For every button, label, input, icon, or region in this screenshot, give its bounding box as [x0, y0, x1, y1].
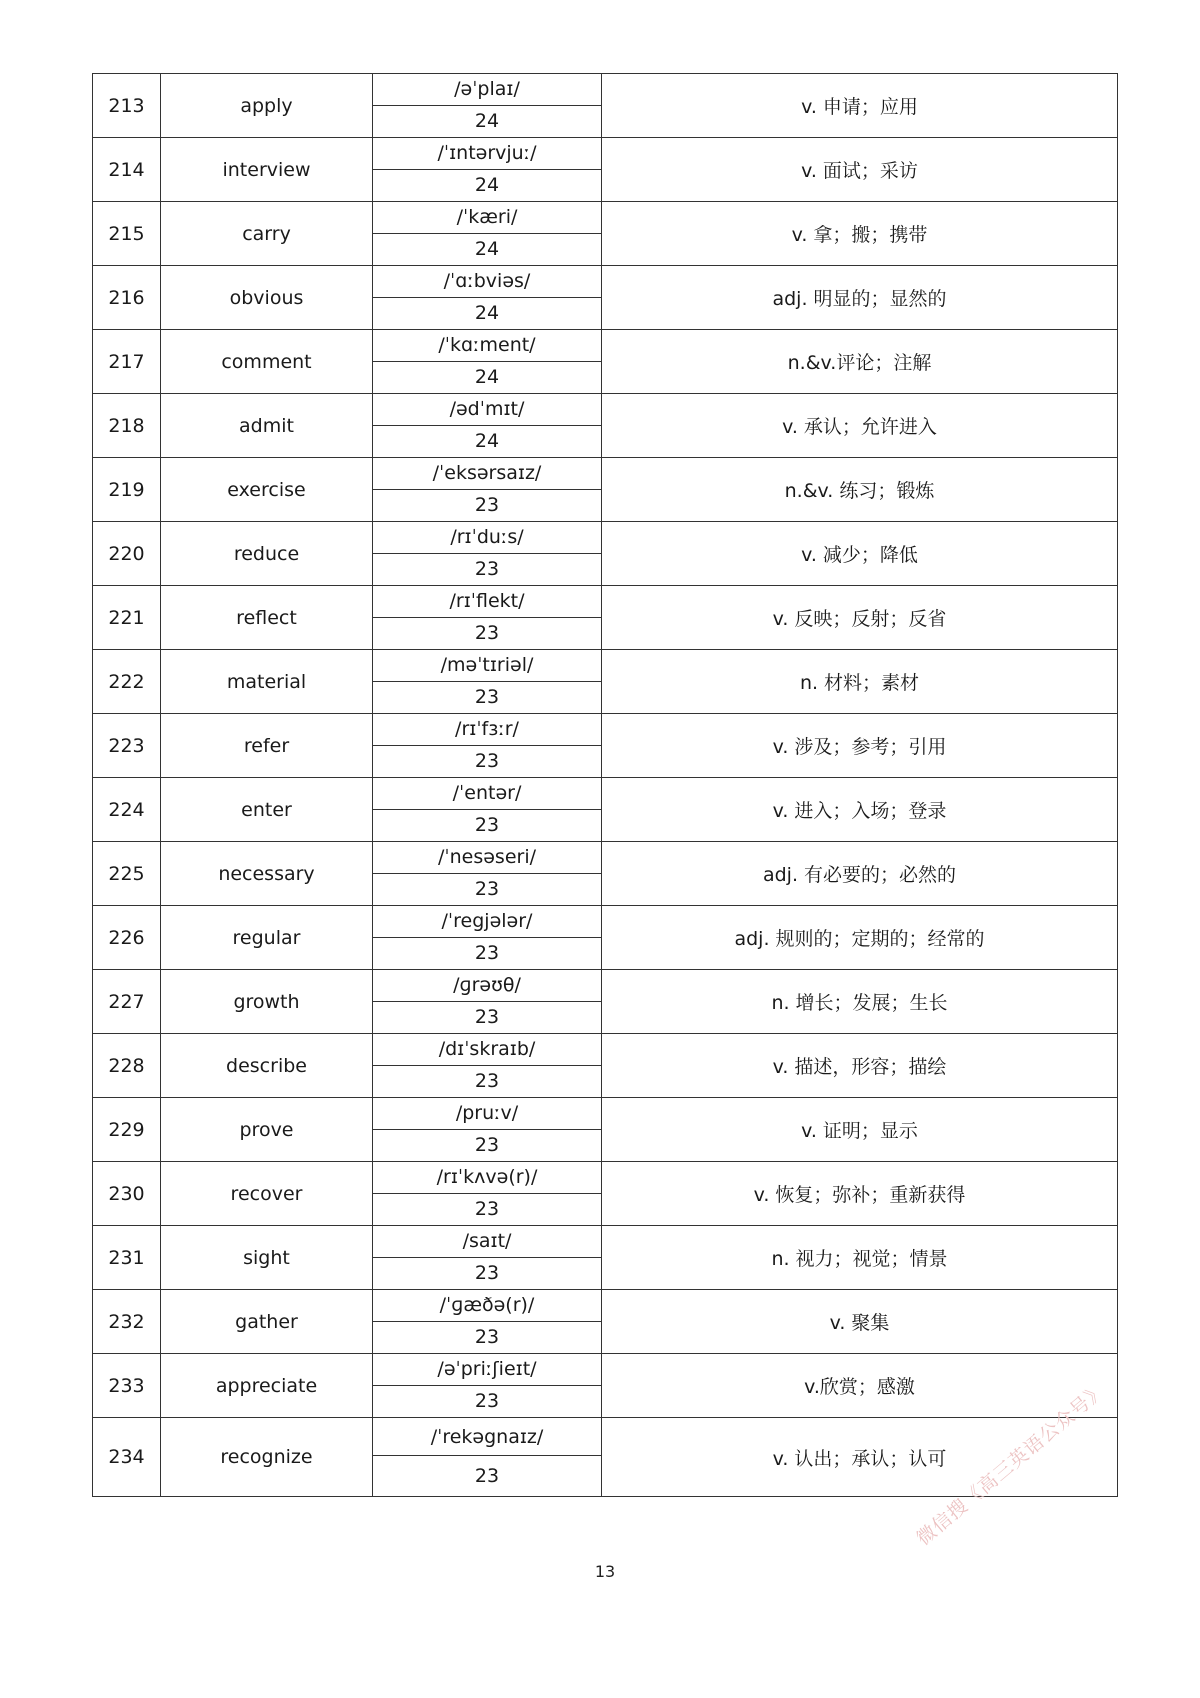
pronunciation-cell: [373, 842, 602, 906]
table-row: [93, 1098, 1118, 1162]
phonetic-transcription: /dɪˈskraɪb/: [373, 1034, 601, 1066]
meaning: v. 进入；入场；登录: [602, 778, 1118, 842]
word-number: 215: [93, 202, 161, 266]
frequency-count: 24: [474, 365, 500, 388]
table-row: [93, 970, 1118, 1034]
word: recognize: [161, 1418, 373, 1497]
meaning: adj. 规则的；定期的；经常的: [602, 906, 1118, 970]
pronunciation-cell: [373, 970, 602, 1034]
frequency-count: 23: [474, 749, 500, 772]
pronunciation-cell: [373, 906, 602, 970]
table-row: [93, 394, 1118, 458]
meaning: v. 拿；搬；携带: [602, 202, 1118, 266]
watermark: 微信搜《高三英语公众号》: [912, 1378, 1111, 1550]
pronunciation-cell: [373, 714, 602, 778]
vocabulary-table: [92, 73, 1118, 1497]
meaning: n. 增长；发展；生长: [602, 970, 1118, 1034]
table-row: [93, 906, 1118, 970]
word-number: 233: [93, 1354, 161, 1418]
word: carry: [161, 202, 373, 266]
pronunciation-cell: [373, 266, 602, 330]
frequency-count: 23: [474, 1465, 500, 1487]
table-row: [93, 1226, 1118, 1290]
phonetic-transcription: /ˈkɑːment/: [373, 330, 601, 362]
table-row: [93, 138, 1118, 202]
word: gather: [161, 1290, 373, 1354]
meaning: v. 聚集: [602, 1290, 1118, 1354]
phonetic-transcription: /ˈkæri/: [373, 202, 601, 234]
word: interview: [161, 138, 373, 202]
frequency-count: 23: [474, 1197, 500, 1220]
frequency-count: 24: [474, 109, 500, 132]
phonetic-transcription: /rɪˈkʌvə(r)/: [373, 1162, 601, 1194]
frequency-count: 23: [474, 1133, 500, 1156]
phonetic-transcription: /məˈtɪriəl/: [373, 650, 601, 682]
phonetic-transcription: /ˈrekəgnaɪz/: [373, 1418, 601, 1456]
frequency-count: 23: [474, 1325, 500, 1348]
pronunciation-cell: [373, 1354, 602, 1418]
meaning: v. 申请；应用: [602, 74, 1118, 138]
word-number: 227: [93, 970, 161, 1034]
pronunciation-cell: [373, 330, 602, 394]
table-row: [93, 1290, 1118, 1354]
word-number: 229: [93, 1098, 161, 1162]
table-row: [93, 1354, 1118, 1418]
word-number: 234: [93, 1418, 161, 1497]
frequency-count: 23: [474, 621, 500, 644]
pronunciation-cell: [373, 458, 602, 522]
meaning: v.欣赏；感激: [602, 1354, 1118, 1418]
word-number: 224: [93, 778, 161, 842]
meaning: v. 恢复；弥补；重新获得: [602, 1162, 1118, 1226]
table-row: [93, 458, 1118, 522]
frequency-count: 24: [474, 429, 500, 452]
frequency-count: 24: [474, 173, 500, 196]
meaning: n.&v. 练习；锻炼: [602, 458, 1118, 522]
word-number: 223: [93, 714, 161, 778]
table-row: [93, 778, 1118, 842]
pronunciation-cell: [373, 522, 602, 586]
phonetic-transcription: /rɪˈflekt/: [373, 586, 601, 618]
phonetic-transcription: /ˈentər/: [373, 778, 601, 810]
phonetic-transcription: /ˈnesəseri/: [373, 842, 601, 874]
word: describe: [161, 1034, 373, 1098]
pronunciation-cell: [373, 394, 602, 458]
page-number: 13: [594, 1562, 616, 1581]
vocabulary-table-body: [93, 74, 1118, 1497]
frequency-count: 23: [474, 1005, 500, 1028]
word-number: 213: [93, 74, 161, 138]
table-row: [93, 714, 1118, 778]
pronunciation-cell: [373, 1098, 602, 1162]
word-number: 231: [93, 1226, 161, 1290]
word: regular: [161, 906, 373, 970]
phonetic-transcription: /rɪˈfɜːr/: [373, 714, 601, 746]
phonetic-transcription: /pruːv/: [373, 1098, 601, 1130]
meaning: adj. 有必要的；必然的: [602, 842, 1118, 906]
pronunciation-cell: [373, 74, 602, 138]
table-row: [93, 522, 1118, 586]
phonetic-transcription: /əˈpriːʃieɪt/: [373, 1354, 601, 1386]
frequency-count: 23: [474, 941, 500, 964]
pronunciation-cell: [373, 1162, 602, 1226]
word-number: 232: [93, 1290, 161, 1354]
meaning: v. 认出；承认；认可: [602, 1418, 1118, 1497]
frequency-count: 23: [474, 557, 500, 580]
meaning: v. 面试；采访: [602, 138, 1118, 202]
phonetic-transcription: /ɡrəʊθ/: [373, 970, 601, 1002]
pronunciation-cell: [373, 778, 602, 842]
word: obvious: [161, 266, 373, 330]
pronunciation-cell: [373, 202, 602, 266]
word-number: 230: [93, 1162, 161, 1226]
frequency-count: 23: [474, 1261, 500, 1284]
frequency-count: 23: [474, 813, 500, 836]
word-number: 228: [93, 1034, 161, 1098]
phonetic-transcription: /ədˈmɪt/: [373, 394, 601, 426]
word: sight: [161, 1226, 373, 1290]
word-number: 221: [93, 586, 161, 650]
frequency-count: 23: [474, 1389, 500, 1412]
table-row: [93, 330, 1118, 394]
frequency-count: 23: [474, 877, 500, 900]
word-number: 218: [93, 394, 161, 458]
frequency-count: 23: [474, 685, 500, 708]
word: admit: [161, 394, 373, 458]
pronunciation-cell: [373, 138, 602, 202]
frequency-count: 24: [474, 301, 500, 324]
pronunciation-cell: [373, 1418, 602, 1497]
meaning: v. 涉及；参考；引用: [602, 714, 1118, 778]
table-row: [93, 1162, 1118, 1226]
phonetic-transcription: /əˈplaɪ/: [373, 74, 601, 106]
word: reduce: [161, 522, 373, 586]
word: refer: [161, 714, 373, 778]
phonetic-transcription: /rɪˈduːs/: [373, 522, 601, 554]
table-row: [93, 1034, 1118, 1098]
phonetic-transcription: /ˈeksərsaɪz/: [373, 458, 601, 490]
table-row: [93, 266, 1118, 330]
meaning: adj. 明显的；显然的: [602, 266, 1118, 330]
word: recover: [161, 1162, 373, 1226]
word-number: 219: [93, 458, 161, 522]
pronunciation-cell: [373, 650, 602, 714]
word-number: 220: [93, 522, 161, 586]
pronunciation-cell: [373, 1034, 602, 1098]
table-row: [93, 74, 1118, 138]
pronunciation-cell: [373, 586, 602, 650]
word-number: 216: [93, 266, 161, 330]
meaning: n. 材料；素材: [602, 650, 1118, 714]
word: exercise: [161, 458, 373, 522]
word: reflect: [161, 586, 373, 650]
word: material: [161, 650, 373, 714]
word: apply: [161, 74, 373, 138]
meaning: v. 反映；反射；反省: [602, 586, 1118, 650]
phonetic-transcription: /ˈregjələr/: [373, 906, 601, 938]
word: comment: [161, 330, 373, 394]
frequency-count: 23: [474, 493, 500, 516]
word: growth: [161, 970, 373, 1034]
word-number: 225: [93, 842, 161, 906]
meaning: n. 视力；视觉；情景: [602, 1226, 1118, 1290]
phonetic-transcription: /ˈɑːbviəs/: [373, 266, 601, 298]
table-row: [93, 842, 1118, 906]
word: enter: [161, 778, 373, 842]
word-number: 222: [93, 650, 161, 714]
word: prove: [161, 1098, 373, 1162]
pronunciation-cell: [373, 1226, 602, 1290]
table-row: [93, 650, 1118, 714]
word-number: 214: [93, 138, 161, 202]
frequency-count: 24: [474, 237, 500, 260]
meaning: n.&v.评论；注解: [602, 330, 1118, 394]
phonetic-transcription: /saɪt/: [373, 1226, 601, 1258]
pronunciation-cell: [373, 1290, 602, 1354]
word: necessary: [161, 842, 373, 906]
meaning: v. 承认；允许进入: [602, 394, 1118, 458]
table-row: [93, 586, 1118, 650]
phonetic-transcription: /ˈɪntərvjuː/: [373, 138, 601, 170]
meaning: v. 描述，形容；描绘: [602, 1034, 1118, 1098]
phonetic-transcription: /ˈɡæðə(r)/: [373, 1290, 601, 1322]
table-row: [93, 202, 1118, 266]
word-number: 217: [93, 330, 161, 394]
meaning: v. 证明；显示: [602, 1098, 1118, 1162]
word-number: 226: [93, 906, 161, 970]
meaning: v. 减少；降低: [602, 522, 1118, 586]
frequency-count: 23: [474, 1069, 500, 1092]
word: appreciate: [161, 1354, 373, 1418]
